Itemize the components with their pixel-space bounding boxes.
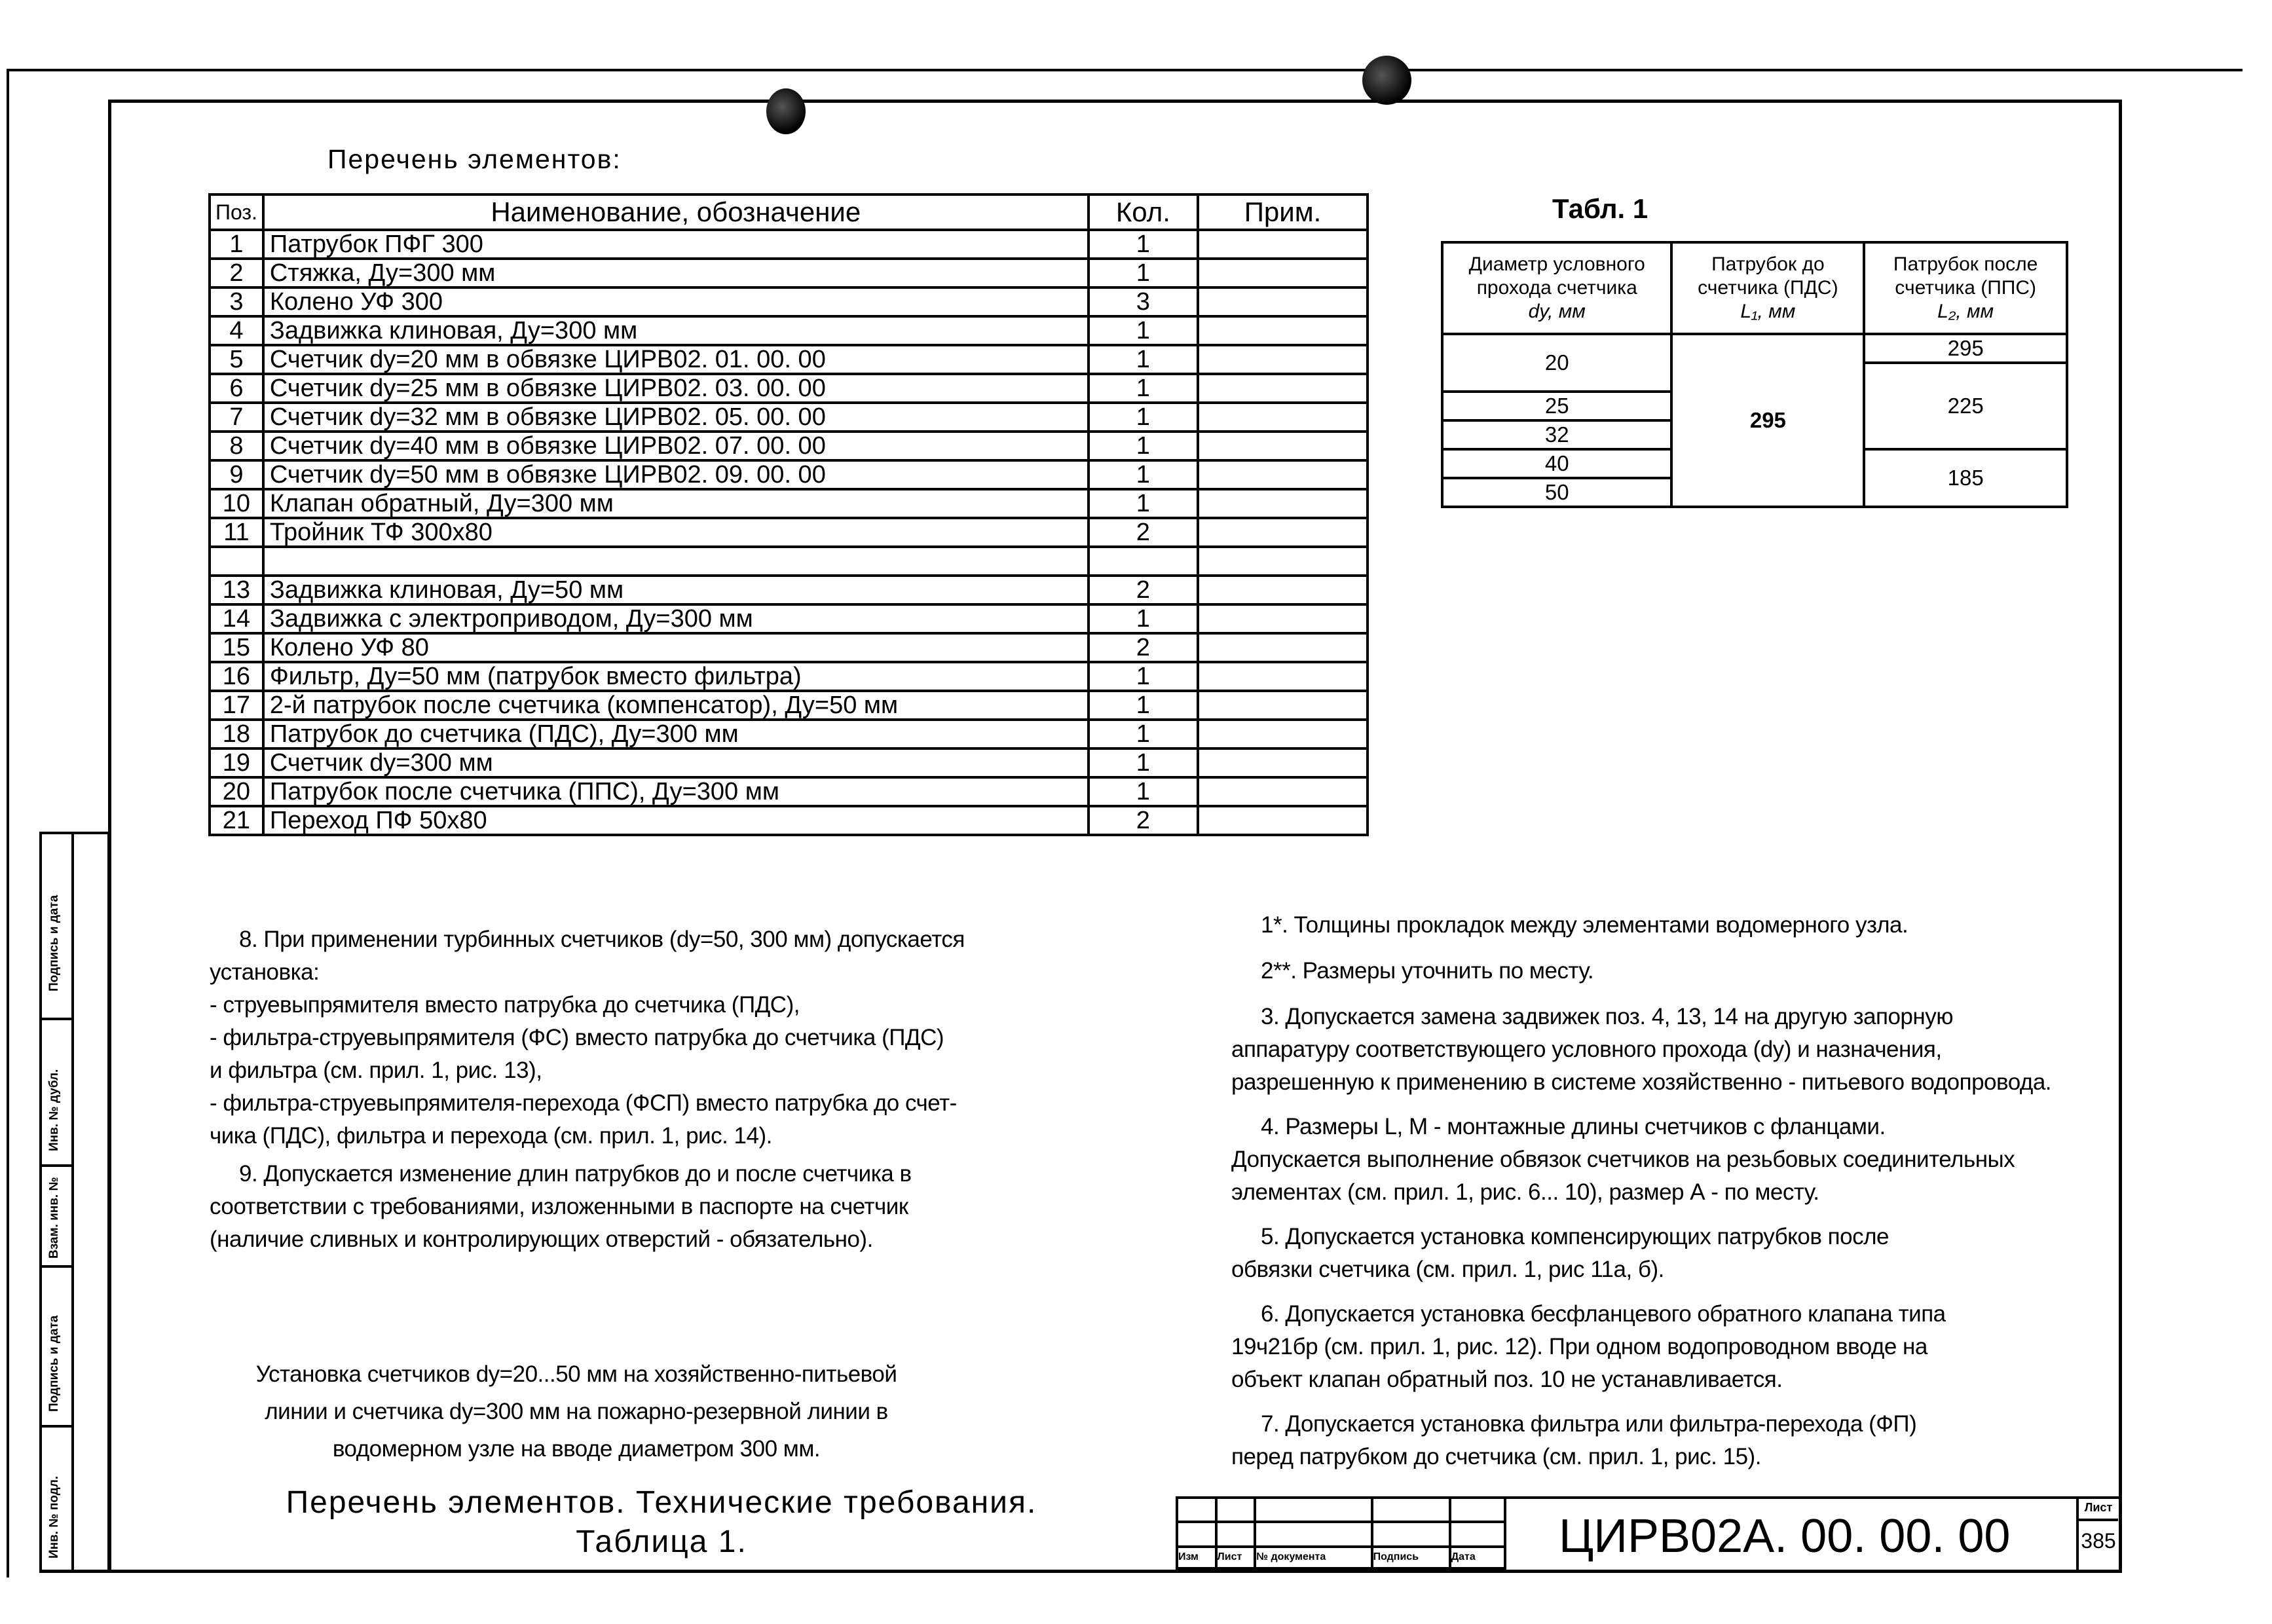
- element-pos: 3: [210, 287, 263, 316]
- element-note: [1198, 604, 1368, 633]
- element-row: [210, 489, 1368, 518]
- element-qty: 1: [1089, 345, 1198, 374]
- stamp-col-label: Лист: [1216, 1547, 1256, 1568]
- element-pos: 14: [210, 604, 263, 633]
- stamp-labels-row: [1177, 1547, 1505, 1568]
- element-name: Счетчик dy=20 мм в обвязке ЦИРВ02. 01. 00. 00: [263, 345, 1089, 374]
- note-6-line: 6. Допускается установка бесфланцевого обратного клапана типа: [1261, 1301, 1946, 1327]
- element-qty: 1: [1089, 691, 1198, 720]
- element-qty: 1: [1089, 662, 1198, 691]
- table1-title: Табл. 1: [1552, 193, 1648, 224]
- element-name: Счетчик dy=50 мм в обвязке ЦИРВ02. 09. 00. 00: [263, 460, 1089, 489]
- note-8-line: установка:: [210, 959, 320, 985]
- table1-header-l1: Патрубок до счетчика (ПДС) L₁, мм: [1671, 242, 1864, 334]
- element-pos: 18: [210, 720, 263, 748]
- table1-cell-dy: 50: [1442, 478, 1671, 507]
- element-qty: 1: [1089, 316, 1198, 345]
- element-name: [263, 547, 1089, 576]
- stamp-col-label: Подпись: [1372, 1547, 1450, 1568]
- element-pos: 13: [210, 576, 263, 604]
- table1-header-row: [1442, 242, 2067, 334]
- note-8-line: и фильтра (см. прил. 1, рис. 13),: [210, 1058, 542, 1083]
- element-pos: 11: [210, 518, 263, 547]
- element-name: Счетчик dy=40 мм в обвязке ЦИРВ02. 07. 00. 00: [263, 432, 1089, 460]
- element-qty: 1: [1089, 259, 1198, 287]
- element-qty: 2: [1089, 633, 1198, 662]
- element-row: [210, 604, 1368, 633]
- element-qty: 1: [1089, 403, 1198, 432]
- element-note: [1198, 316, 1368, 345]
- side-cell-signature-date-2: [42, 1268, 74, 1428]
- caption-line: водомерном узле на вводе диаметром 300 мм.: [332, 1436, 821, 1462]
- note-1: 1*. Толщины прокладок между элементами водомерного узла.: [1261, 912, 1909, 938]
- element-qty: 2: [1089, 576, 1198, 604]
- element-pos: 15: [210, 633, 263, 662]
- element-note: [1198, 720, 1368, 748]
- element-pos: 2: [210, 259, 263, 287]
- caption-line: линии и счетчика dy=300 мм на пожарно-резервной линии в: [265, 1399, 888, 1424]
- element-name: Счетчик dy=32 мм в обвязке ЦИРВ02. 05. 00. 00: [263, 403, 1089, 432]
- element-pos: 16: [210, 662, 263, 691]
- note-6-line: объект клапан обратный поз. 10 не устанавливается.: [1231, 1367, 1783, 1392]
- header-name: Наименование, обозначение: [263, 194, 1089, 230]
- element-note: [1198, 691, 1368, 720]
- element-name: Колено УФ 80: [263, 633, 1089, 662]
- element-note: [1198, 748, 1368, 777]
- sheet-number-box: [2076, 1496, 2118, 1570]
- side-label: Подпись и дата: [47, 1315, 61, 1412]
- note-8-line: - струевыпрямителя вместо патрубка до счетчика (ПДС),: [210, 992, 800, 1018]
- element-pos: 20: [210, 777, 263, 806]
- element-note: [1198, 662, 1368, 691]
- element-row: [210, 720, 1368, 748]
- element-qty: 1: [1089, 489, 1198, 518]
- element-row: [210, 633, 1368, 662]
- element-pos: 10: [210, 489, 263, 518]
- element-row: [210, 547, 1368, 576]
- note-8-line: - фильтра-струевыпрямителя-перехода (ФСП) вместо патрубка до счет-: [210, 1090, 957, 1116]
- element-row: [210, 374, 1368, 403]
- sheet-number: 385: [2081, 1529, 2116, 1553]
- element-qty: 3: [1089, 287, 1198, 316]
- element-name: Тройник ТФ 300х80: [263, 518, 1089, 547]
- element-note: [1198, 460, 1368, 489]
- element-qty: 1: [1089, 604, 1198, 633]
- table1-cell-l2: 295: [1864, 334, 2067, 363]
- element-qty: 1: [1089, 374, 1198, 403]
- element-note: [1198, 489, 1368, 518]
- element-row: [210, 460, 1368, 489]
- element-name: Патрубок до счетчика (ПДС), Ду=300 мм: [263, 720, 1089, 748]
- stamp-top-line: [1506, 1496, 2119, 1499]
- element-row: [210, 259, 1368, 287]
- note-3-line: 3. Допускается замена задвижек поз. 4, 13, 14 на другую запорную: [1261, 1004, 1953, 1029]
- element-qty: 1: [1089, 230, 1198, 259]
- element-note: [1198, 432, 1368, 460]
- element-name: Клапан обратный, Ду=300 мм: [263, 489, 1089, 518]
- element-row: [210, 432, 1368, 460]
- element-row: [210, 576, 1368, 604]
- element-row: [210, 345, 1368, 374]
- element-note: [1198, 576, 1368, 604]
- punch-hole-left: [766, 88, 806, 134]
- document-designation: ЦИРВ02А. 00. 00. 00: [1559, 1510, 2011, 1562]
- note-7-line: перед патрубком до счетчика (см. прил. 1, рис. 15).: [1231, 1444, 1761, 1469]
- elements-heading: Перечень элементов:: [327, 144, 622, 174]
- element-pos: 21: [210, 806, 263, 835]
- element-name: Счетчик dy=25 мм в обвязке ЦИРВ02. 03. 00. 00: [263, 374, 1089, 403]
- note-4-line: Допускается выполнение обвязок счетчиков на резьбовых соединительных: [1231, 1147, 2015, 1172]
- note-8-line: чика (ПДС), фильтра и перехода (см. прил. 1, рис. 14).: [210, 1123, 772, 1149]
- side-cell-signature-date-1: [42, 834, 74, 1020]
- note-5-line: 5. Допускается установка компенсирующих патрубков после: [1261, 1224, 1889, 1249]
- element-name: Колено УФ 300: [263, 287, 1089, 316]
- note-8-line: 8. При применении турбинных счетчиков (dy=50, 300 мм) допускается: [239, 927, 965, 952]
- side-cell-replace-inv: [42, 1167, 74, 1268]
- element-note: [1198, 230, 1368, 259]
- table1-cell-dy: 32: [1442, 420, 1671, 449]
- note-4-line: элементах (см. прил. 1, рис. 6... 10), размер А - по месту.: [1231, 1179, 1819, 1205]
- stamp-col-label: Дата: [1450, 1547, 1505, 1568]
- header-qty: Кол.: [1089, 194, 1198, 230]
- element-qty: 2: [1089, 518, 1198, 547]
- element-pos: [210, 547, 263, 576]
- element-qty: 1: [1089, 748, 1198, 777]
- punch-hole-right: [1362, 56, 1411, 105]
- note-8-line: - фильтра-струевыпрямителя (ФС) вместо патрубка до счетчика (ПДС): [210, 1025, 944, 1050]
- element-name: Стяжка, Ду=300 мм: [263, 259, 1089, 287]
- element-note: [1198, 345, 1368, 374]
- element-name: Патрубок ПФГ 300: [263, 230, 1089, 259]
- table1-cell-l1: 295: [1671, 334, 1864, 507]
- side-label: Взам. инв. №: [47, 1177, 61, 1259]
- sheet-title-line: Таблица 1.: [576, 1524, 747, 1559]
- element-row: [210, 518, 1368, 547]
- stamp-col-label: Изм: [1177, 1547, 1216, 1568]
- note-7-line: 7. Допускается установка фильтра или фильтра-перехода (ФП): [1261, 1411, 1917, 1437]
- frame-bottom-line: [39, 1570, 2119, 1573]
- table1-cell-dy: 20: [1442, 334, 1671, 392]
- note-9-line: 9. Допускается изменение длин патрубков до и после счетчика в: [239, 1161, 912, 1187]
- element-row: [210, 691, 1368, 720]
- sheet-label: Лист: [2079, 1496, 2118, 1521]
- note-3-line: разрешенную к применению в системе хозяйственно - питьевого водопровода.: [1231, 1069, 2052, 1095]
- note-2: 2**. Размеры уточнить по месту.: [1261, 958, 1594, 984]
- elements-header-row: [210, 194, 1368, 230]
- element-name: Счетчик dy=300 мм: [263, 748, 1089, 777]
- element-qty: 2: [1089, 806, 1198, 835]
- header-pos: Поз.: [210, 194, 263, 230]
- note-5-line: обвязки счетчика (см. прил. 1, рис 11а, б).: [1231, 1257, 1664, 1282]
- element-row: [210, 287, 1368, 316]
- table1-cell-l2: 225: [1864, 363, 2067, 449]
- note-6-line: 19ч21бр (см. прил. 1, рис. 12). При одном водопроводном вводе на: [1231, 1334, 1927, 1359]
- element-pos: 5: [210, 345, 263, 374]
- element-note: [1198, 547, 1368, 576]
- stamp-col-label: № документа: [1255, 1547, 1371, 1568]
- element-note: [1198, 374, 1368, 403]
- notes-right: [1231, 909, 2122, 1473]
- element-qty: 1: [1089, 460, 1198, 489]
- element-note: [1198, 287, 1368, 316]
- element-name: Задвижка клиновая, Ду=300 мм: [263, 316, 1089, 345]
- element-name: Патрубок после счетчика (ППС), Ду=300 мм: [263, 777, 1089, 806]
- side-cell-orig-inv: [42, 1428, 74, 1572]
- element-row: [210, 777, 1368, 806]
- elements-table: [208, 193, 1369, 836]
- element-name: 2-й патрубок после счетчика (компенсатор), Ду=50 мм: [263, 691, 1089, 720]
- table1-row: [1442, 334, 2067, 363]
- note-9-line: соответствии с требованиями, изложенными в паспорте на счетчик: [210, 1194, 908, 1219]
- element-qty: [1089, 547, 1198, 576]
- element-qty: 1: [1089, 720, 1198, 748]
- element-row: [210, 230, 1368, 259]
- element-pos: 8: [210, 432, 263, 460]
- element-pos: 9: [210, 460, 263, 489]
- side-label: Инв. № подл.: [47, 1475, 61, 1559]
- revision-stamp: [1176, 1496, 1506, 1570]
- element-pos: 1: [210, 230, 263, 259]
- element-note: [1198, 633, 1368, 662]
- element-row: [210, 403, 1368, 432]
- element-pos: 19: [210, 748, 263, 777]
- element-qty: 1: [1089, 432, 1198, 460]
- element-pos: 6: [210, 374, 263, 403]
- element-name: Переход ПФ 50х80: [263, 806, 1089, 835]
- table1-cell-dy: 40: [1442, 449, 1671, 478]
- element-qty: 1: [1089, 777, 1198, 806]
- element-note: [1198, 259, 1368, 287]
- side-stamp-strip: [39, 832, 110, 1572]
- note-9-line: (наличие сливных и контролирующих отверстий - обязательно).: [210, 1227, 873, 1252]
- element-name: Задвижка клиновая, Ду=50 мм: [263, 576, 1089, 604]
- table1-cell-l2: 185: [1864, 449, 2067, 507]
- drawing-caption: [164, 1356, 989, 1467]
- elements-body: [210, 230, 1368, 835]
- note-4-line: 4. Размеры L, M - монтажные длины счетчиков с фланцами.: [1261, 1114, 1886, 1139]
- element-pos: 4: [210, 316, 263, 345]
- sheet-title: [170, 1483, 1153, 1562]
- element-note: [1198, 777, 1368, 806]
- table1-header-diameter: Диаметр условного прохода счетчика dy, мм: [1442, 242, 1671, 334]
- table1-cell-dy: 25: [1442, 392, 1671, 420]
- notes-left: [210, 923, 1192, 1256]
- table1: [1441, 241, 2068, 508]
- element-name: Задвижка с электроприводом, Ду=300 мм: [263, 604, 1089, 633]
- element-row: [210, 316, 1368, 345]
- element-note: [1198, 806, 1368, 835]
- element-row: [210, 662, 1368, 691]
- element-name: Фильтр, Ду=50 мм (патрубок вместо фильтра): [263, 662, 1089, 691]
- side-label: Инв. № дубл.: [47, 1069, 61, 1151]
- element-row: [210, 748, 1368, 777]
- sheet-title-line: Перечень элементов. Технические требования.: [286, 1485, 1037, 1520]
- side-cell-dup-inv: [42, 1020, 74, 1167]
- side-label: Подпись и дата: [47, 895, 61, 991]
- caption-line: Установка счетчиков dy=20...50 мм на хозяйственно-питьевой: [255, 1361, 897, 1387]
- note-3-line: аппаратуру соответствующего условного прохода (dy) и назначения,: [1231, 1037, 1942, 1062]
- table1-header-l2: Патрубок после счетчика (ППС) L₂, мм: [1864, 242, 2067, 334]
- element-note: [1198, 518, 1368, 547]
- element-row: [210, 806, 1368, 835]
- header-note: Прим.: [1198, 194, 1368, 230]
- element-pos: 17: [210, 691, 263, 720]
- element-note: [1198, 403, 1368, 432]
- element-pos: 7: [210, 403, 263, 432]
